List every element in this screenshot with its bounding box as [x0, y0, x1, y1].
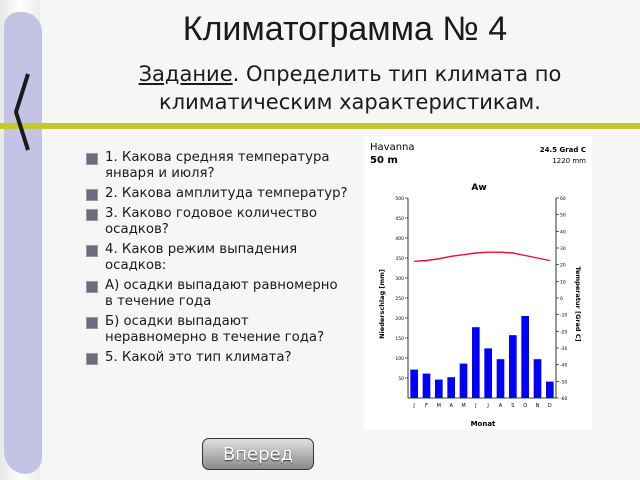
precip-tick-label: 150	[395, 337, 404, 342]
precip-tick-label: 50	[398, 377, 404, 382]
precip-tick-label: 500	[395, 197, 404, 202]
question-item: А) осадки выпадают равномерно в течение года	[86, 278, 348, 310]
temp-tick-label: 40	[560, 230, 566, 236]
precip-bar	[460, 364, 468, 398]
month-labels	[412, 403, 551, 409]
precip-bar	[435, 380, 443, 398]
month-label: S	[511, 403, 515, 409]
climatogram-svg	[364, 136, 592, 430]
month-label: N	[535, 403, 540, 409]
precip-bar	[484, 348, 492, 398]
question-item: 1. Какова средняя температура января и июля?	[86, 150, 348, 182]
precip-tick-label: 250	[395, 297, 404, 302]
precip-tick-label: 100	[395, 357, 404, 362]
precip-tick-label: 300	[395, 277, 404, 282]
task-label: Задание	[138, 62, 233, 86]
question-item: 3. Каково годовое количество осадков?	[86, 206, 348, 238]
question-list	[86, 150, 348, 370]
temp-tick-label: -10	[560, 313, 568, 319]
temp-series-line	[414, 252, 550, 261]
precip-bar	[410, 370, 418, 398]
next-button[interactable]: Вперед	[202, 438, 314, 470]
climatogram	[364, 136, 592, 430]
temp-tick-label: 20	[560, 263, 566, 269]
month-label: O	[523, 403, 528, 409]
temp-tick-label: -60	[560, 397, 568, 402]
temp-tick-label: 60	[560, 197, 566, 202]
temp-tick-label: -50	[560, 380, 568, 386]
month-label: M	[461, 403, 466, 409]
month-label: A	[498, 403, 503, 409]
precip-bar	[521, 316, 529, 398]
decor-line	[0, 123, 640, 129]
slide-title: Климатограмма № 4	[182, 10, 508, 48]
decor-bracket	[10, 72, 34, 152]
precip-bar	[423, 374, 431, 398]
station-name: Havanna	[370, 142, 415, 153]
temp-tick-label: -30	[560, 347, 568, 352]
precip-bars	[410, 316, 553, 398]
temp-line	[414, 252, 550, 261]
precip-bar	[497, 359, 505, 398]
precip-bar	[534, 359, 542, 398]
precip-bar	[546, 382, 554, 398]
temp-tick-label: 10	[560, 280, 566, 286]
precip-ticks	[395, 196, 408, 382]
precip-bar	[472, 327, 480, 398]
y-axis-right-label: Temperatur [Grad C]	[574, 266, 582, 342]
annual-temp: 24.5 Grad C	[539, 146, 586, 154]
temp-tick-label: 30	[560, 247, 566, 252]
task-text: . Определить тип климата по климатическим характеристикам.	[159, 62, 562, 114]
month-label: A	[449, 403, 453, 409]
temp-tick-label: -20	[560, 330, 568, 336]
precip-bar	[447, 377, 455, 398]
precip-tick-label: 400	[395, 237, 404, 242]
month-label: J	[475, 403, 477, 409]
temp-tick-label: 50	[560, 213, 566, 219]
chart-title: Aw	[471, 183, 487, 193]
precip-tick-label: 200	[395, 317, 404, 322]
month-label: J	[487, 403, 489, 409]
question-item: Б) осадки выпадают неравномерно в течение года?	[86, 314, 348, 346]
temp-tick-label: -40	[560, 363, 568, 369]
annual-precip: 1220 mm	[552, 157, 586, 165]
temp-ticks	[556, 196, 567, 402]
question-item: 5. Какой это тип климата?	[86, 350, 348, 366]
station-elevation: 50 m	[370, 155, 398, 166]
task-paragraph	[60, 60, 640, 116]
precip-tick-label: 350	[395, 257, 404, 262]
question-item: 4. Каков режим выпадения осадков:	[86, 242, 348, 274]
temp-tick-label: 0	[560, 297, 563, 302]
x-axis-label: Monat	[470, 420, 496, 428]
precip-tick-label: 450	[395, 217, 404, 222]
precip-bar	[509, 335, 517, 398]
month-label: D	[547, 403, 552, 409]
month-label: M	[436, 403, 441, 409]
month-label: J	[413, 403, 415, 409]
y-axis-left-label: Niederschlag [mm]	[378, 269, 386, 339]
month-label: F	[425, 403, 428, 409]
question-item: 2. Какова амплитуда температур?	[86, 186, 348, 202]
